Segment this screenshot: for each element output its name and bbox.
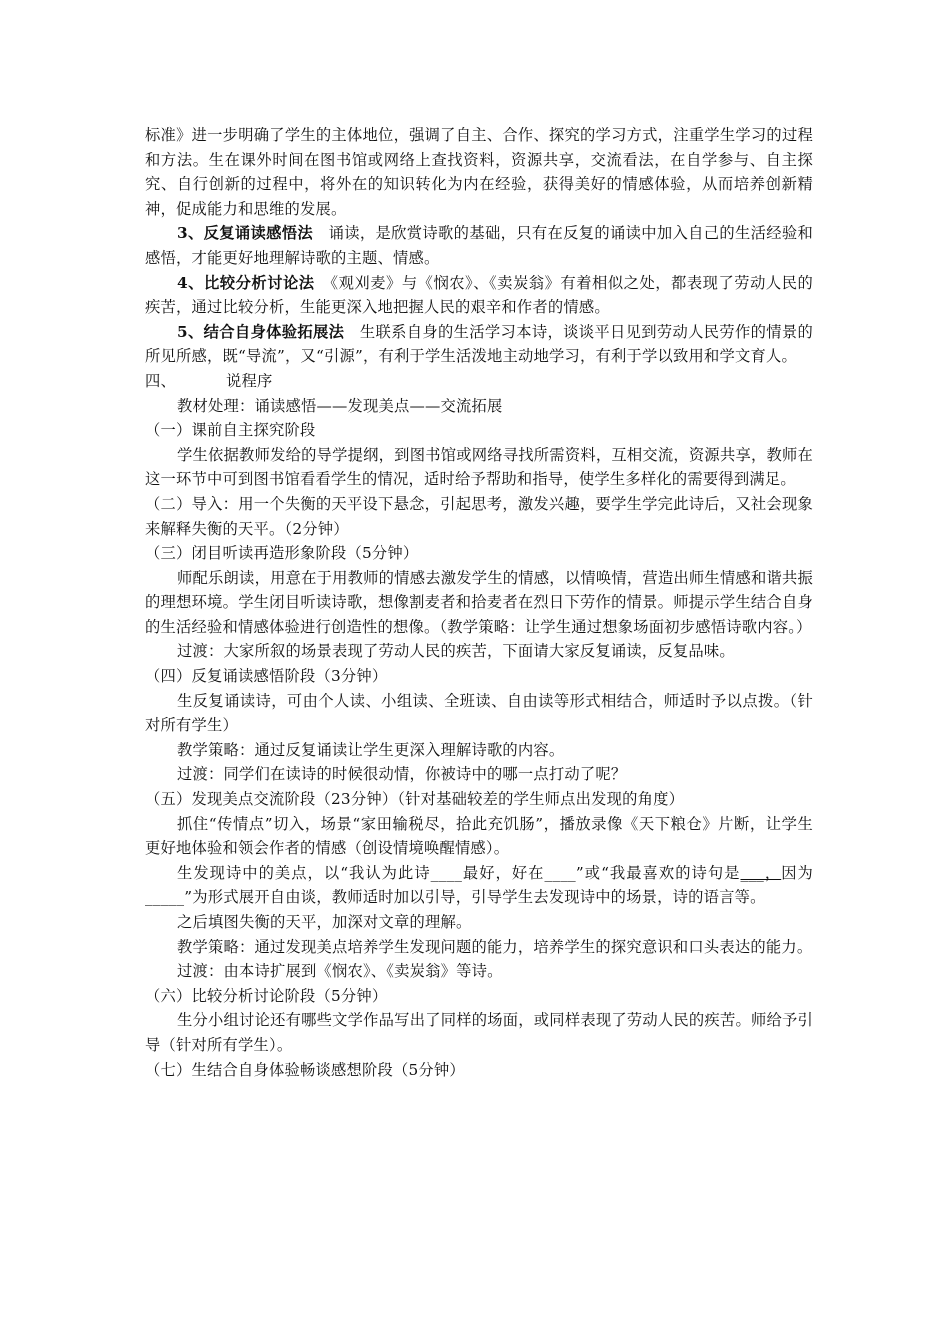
fill-text-a: 生发现诗中的美点，以“我认为此诗 [177,863,431,882]
method-4 [145,271,813,320]
fill-text-e: ”为形式展开自由谈，教师适时加以引导，引导学生去发现诗中的场景，诗的语言等。 [184,888,766,907]
stage-3-text: 师配乐朗读，用意在于用教师的情感去激发学生的情感，以情唤情，营造出师生情感和谐共振的理想环境。学生闭目听读诗歌，想像割麦者和拾麦者在烈日下劳作的情景。师提示学生结合自身的生活经验和情感体验进行创造性的想像。（教学策略：让学生通过想象场面初步感悟诗歌内容。） [145,568,813,636]
fill-text-d: 因为 [781,863,814,882]
stage-7-heading: （七）生结合自身体验畅谈感想阶段（5分钟） [145,1060,465,1079]
stage-4-heading: （四）反复诵读感悟阶段（3分钟） [145,667,388,686]
section-4-heading [145,369,813,394]
fill-blank-1: ____ [430,863,463,882]
fill-blank-2: ____ [544,863,576,882]
stage-6-text: 生分小组讨论还有哪些文学作品写出了同样的场面，或同样表现了劳动人民的疾苦。师给予引导（针对所有学生）。 [145,1011,813,1054]
stage-3-heading: （三）闭目听读再造形象阶段（5分钟） [145,544,419,563]
stage-5-text: 抓住“传情点”切入，场景“家田输税尽，拾此充饥肠”，播放录像《天下粮仓》片断，让学生更好地体验和领会作者的情感（创设情境唤醒情感）。 [145,814,813,858]
method-5-title: 5、结合自身体验拓展法 [177,322,345,341]
stage-2-heading: （二）导入：用一个失衡的天平设下悬念，引起思考，激发兴趣，要学生学完此诗后，又社会现象来解释失衡的天平。（2分钟） [145,494,813,538]
stage-6-heading: （六）比较分析讨论阶段（5分钟） [145,986,388,1005]
method-3-text: 诵读，是欣赏诗歌的基础，只有在反复的诵读中加入自己的生活经验和感悟，才能更好地理解诗歌的主题、情感。 [145,224,814,267]
stage-5-after: 之后填图失衡的天平，加深对文章的理解。 [177,913,472,931]
stage-1-text: 学生依据教师发给的导学提纲，到图书馆或网络寻找所需资料，互相交流，资源共享，教师在这一环节中可到图书馆看看学生的情况，适时给予帮助和指导，使学生多样化的需要得到满足。 [145,445,813,489]
stage-1-heading: （一）课前自主探究阶段 [145,421,316,440]
method-4-text: 《观刈麦》与《悯农》、《卖炭翁》有着相似之处，都表现了劳动人民的疾苦，通过比较分析，生能更深入地把握人民的艰辛和作者的情感。 [145,273,814,317]
fill-blank-4: _____ [145,888,185,907]
stage-4-strategy: 教学策略：通过反复诵读让学生更深入理解诗歌的内容。 [177,740,565,759]
stage-3-transition: 过渡：大家所叙的场景表现了劳动人民的疾苦，下面请大家反复诵读，反复品味。 [177,642,735,661]
stage-5-fill-sentence [145,861,813,910]
section-4-number: 四、 [145,371,176,390]
method-5-text: 生联系自身的生活学习本诗，谈谈平日见到劳动人民劳作的情景的所见所感，既“导流”，又“引源”，有利于学生活泼地主动地学习，有利于学以致用和学文育人。 [145,322,813,366]
method-3-title: 3、反复诵读感悟法 [177,224,314,243]
stage-5-strategy: 教学策略：通过发现美点培养学生发现问题的能力，培养学生的探究意识和口头表达的能力。 [177,937,813,956]
stage-4-text: 生反复诵读诗，可由个人读、小组读、全班读、自由读等形式相结合，师适时予以点拨。（针对所有学生） [145,691,813,735]
method-3 [145,221,813,270]
method-4-title: 4、比较分析讨论法 [177,273,315,292]
stage-4-transition: 过渡：同学们在读诗的时候很动情，你被诗中的哪一点打动了呢？ [177,765,627,784]
fill-blank-3: ___， [740,863,782,882]
fill-text-b: 最好，好在 [462,863,545,882]
document-body [145,123,813,1082]
material-processing: 教材处理：诵读感悟——发现美点——交流拓展 [177,396,503,415]
method-5 [145,320,813,369]
stage-5-transition: 过渡：由本诗扩展到《悯农》、《卖炭翁》等诗。 [177,962,503,981]
fill-text-c: ”或“我最喜欢的诗句是 [575,863,741,882]
paragraph-intro: 标准》进一步明确了学生的主体地位，强调了自主、合作、探究的学习方式，注重学生学习的过程和方法。生在课外时间在图书馆或网络上查找资料，资源共享，交流看法，在自学参与、自主探究、自行创新的过程中，将外在的知识转化为内在经验，获得美好的情感体验，从而培养创新精神，促成能力和思维的发展。 [145,126,813,218]
stage-5-heading: （五）发现美点交流阶段（23分钟）（针对基础较差的学生师点出发现的角度） [145,790,685,809]
section-4-title: 说程序 [226,371,273,390]
